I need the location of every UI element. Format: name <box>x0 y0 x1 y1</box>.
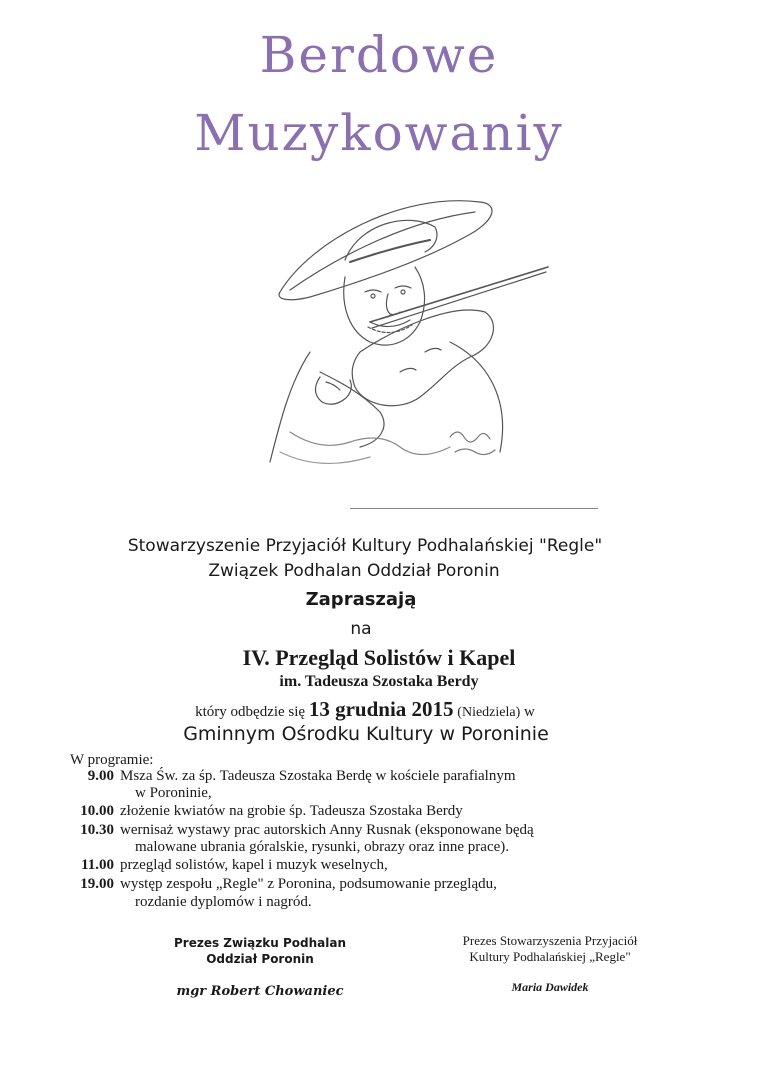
event-date: 13 grudnia 2015 <box>308 697 454 721</box>
date-suffix: w <box>524 704 535 720</box>
na-text: na <box>350 619 372 639</box>
signature-right-role-2: Kultury Podhalańskiej „Regle" <box>469 949 631 964</box>
signature-right-name: Maria Dawidek <box>511 980 589 994</box>
program-time: 9.00 <box>87 768 114 784</box>
program-text: przegląd solistów, kapel i muzyk weselnych, <box>120 857 388 873</box>
signature-left-name: mgr Robert Chowaniec <box>176 984 344 999</box>
fiddler-sketch-image <box>250 182 550 482</box>
program-time: 10.30 <box>80 822 114 838</box>
program-text-cont: rozdanie dyplomów i nagród. <box>135 894 312 910</box>
event-day: (Niedziela) <box>457 705 521 720</box>
program-time: 11.00 <box>81 857 114 873</box>
event-date-line <box>0 697 730 722</box>
event-patron: im. Tadeusza Szostaka Berdy <box>279 673 479 690</box>
program-text: wernisaż wystawy prac autorskich Anny Rusnak (eksponowane będą <box>120 822 534 838</box>
signature-right-role-1: Prezes Stowarzyszenia Przyjaciół <box>462 933 638 948</box>
program-heading: W programie: <box>70 752 154 768</box>
program-time: 10.00 <box>80 803 114 819</box>
organizer-1: Stowarzyszenie Przyjaciół Kultury Podhalańskiej "Regle" <box>127 536 603 556</box>
program-text: Msza Św. za śp. Tadeusza Szostaka Berdę w kościele parafialnym <box>120 768 516 784</box>
signature-left-role-2: Oddział Poronin <box>206 952 314 966</box>
organizer-2: Związek Podhalan Oddział Poronin <box>208 561 500 581</box>
date-prefix: który odbędzie się <box>195 704 306 720</box>
program-text-cont: malowane ubrania góralskie, rysunki, obrazy oraz inne prace). <box>135 839 510 855</box>
title-line-1: Berdowe <box>259 26 499 84</box>
divider-line <box>350 508 598 509</box>
program-text-cont: w Poroninie, <box>135 785 212 801</box>
event-venue: Gminnym Ośrodku Kultury w Poroninie <box>183 723 549 745</box>
program-text: występ zespołu „Regle" z Poronina, podsumowanie przeglądu, <box>120 876 497 892</box>
program-time: 19.00 <box>80 876 114 892</box>
program-text: złożenie kwiatów na grobie śp. Tadeusza Szostaka Berdy <box>120 803 463 819</box>
title-line-2: Muzykowaniy <box>194 104 564 162</box>
event-name: IV. Przegląd Solistów i Kapel <box>242 645 516 670</box>
invite-text: Zapraszają <box>305 589 417 610</box>
signature-left-role-1: Prezes Związku Podhalan <box>173 936 346 950</box>
